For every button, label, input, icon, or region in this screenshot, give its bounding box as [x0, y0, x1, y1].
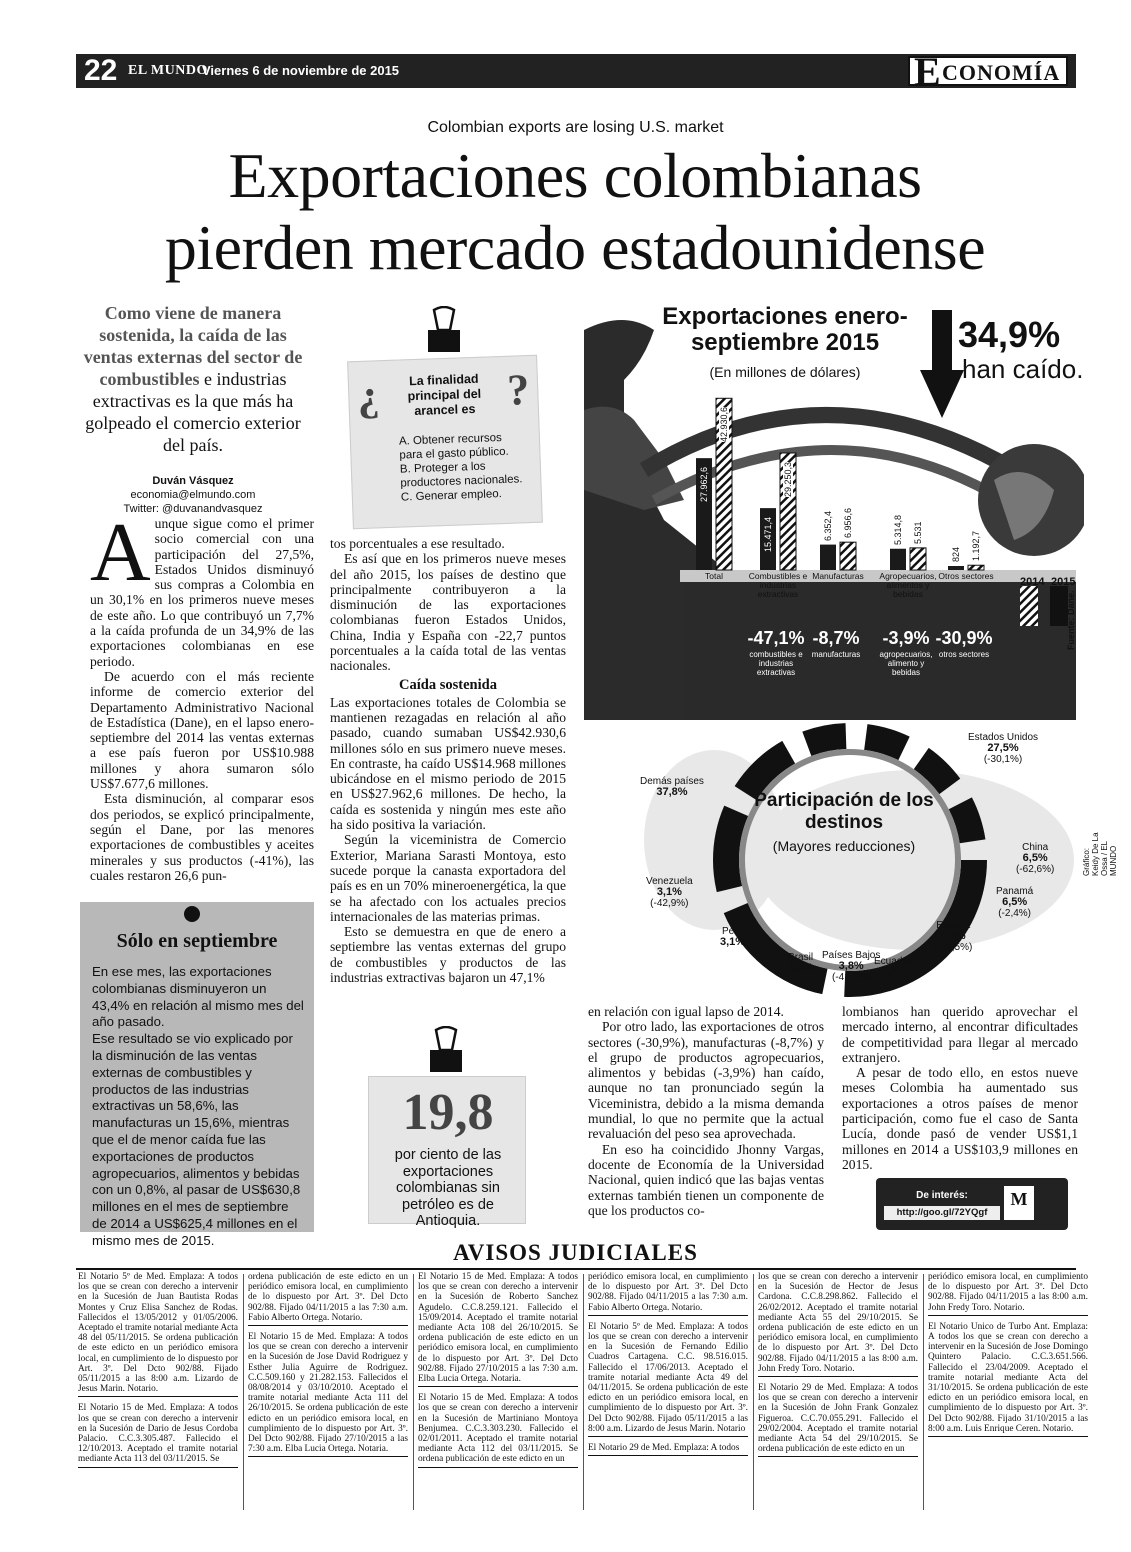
- headline-line-1: Exportaciones colombianas: [228, 140, 922, 211]
- bar-value-2014: 1.192,7: [971, 531, 981, 562]
- aviso-column: [758, 1272, 918, 1463]
- link-label: De interés:: [916, 1190, 968, 1201]
- bar-value-2015: 15.471,4: [763, 517, 773, 553]
- article-paragraph: Las exportaciones totales de Colombia se mantienen rezagadas en relación al año pasado, cuando sumaban US$42.930,6 millones sólo en sus primero nueve meses. En contraste, ha caído US$14.968 millones ubicándose en el mismo periodo de 2015 en US$27.962,6 millones. De hecho, la caída es sostenida y ningún mes este año ha sido positiva la variación.: [330, 694, 566, 833]
- page-number: 22: [84, 54, 118, 87]
- author-email[interactable]: economia@elmundo.com: [130, 489, 256, 501]
- article-column-2: [330, 536, 566, 985]
- bar-value-2015: 824: [951, 546, 961, 562]
- sidebar-paragraph: Ese resultado se vio explicado por la disminución de las ventas externas de combustibles y productos de las industrias extractivas un 58,6%, las manufacturas un 15,6%, mientras que el de menor caída fue las exportaciones de productos agropecuarios, alimentos y bebidas con un 0,8%, al pasar de US$630,8 millones en el mes de septiembre de 2014 a US$625,4 millones en el mismo mes de 2015.: [92, 1031, 301, 1248]
- infographic-title: Exportaciones enero-septiembre 2015: [662, 303, 908, 356]
- article-paragraph: Por otro lado, las exportaciones de otros sectores (-30,9%), manufacturas (-8,7%) y el grupo de productos agropecuarios, alimentos y bebidas (-3,9%) han caído, aunque no tan pronunciado según la Viceministra, debido a la misma demanda mundial, lo que no permite que la actual revaluación del peso sea aprovechada.: [588, 1019, 824, 1142]
- masthead: EL MUNDO: [128, 63, 208, 78]
- article-paragraph: tos porcentuales a ese resultado.: [330, 536, 505, 551]
- aviso-entry: El Notario 29 de Med. Emplaza: A todos: [588, 1443, 748, 1456]
- binder-clip-icon: [426, 306, 462, 354]
- variation-label: otros sectores: [938, 650, 990, 659]
- legend-2014: 2014: [1020, 576, 1045, 588]
- lede-bold: Como viene de manera sostenida, la caída de las ventas externas del sector de combustibles: [83, 303, 303, 389]
- legend-2015: 2015: [1051, 576, 1076, 588]
- destination-label: Países Bajos 3,8% (-41,1%): [822, 950, 881, 983]
- avisos-title: AVISOS JUDICIALES: [453, 1240, 698, 1265]
- bar-value-2014: 5.531: [913, 521, 923, 544]
- quiz-option-c: C. Generar empleo.: [400, 488, 503, 504]
- author-twitter[interactable]: Twitter: @duvanandvasquez: [123, 503, 263, 515]
- bar-2014: [910, 548, 926, 570]
- sidebar-paragraph: En ese mes, las exportaciones colombianas disminuyeron un 43,4% en relación al mismo mes del año pasado.: [92, 964, 304, 1030]
- sidebar-title: Sólo en septiembre: [116, 930, 278, 952]
- aviso-entry: El Notario Unico de Turbo Ant. Emplaza: A todos los que se crean con derecho a intervenir en la Sucesión de Jose Domingo Quintero Palacio. C.C.3.651.566. Fallecido el 23/04/2009. Aceptado el tramite notarial mediante Acta del 31/10/2015. Se ordena publicación de este edicto en un periódico emisora local, en cumplimiento de lo dispuesto por Art. 3º. Del Dcto 902/88. Fijado 31/10/2015 a las 8:00 a.m. Luis Enrique Ceren. Notario.: [928, 1322, 1088, 1437]
- stat-number: 19,8: [402, 1084, 494, 1141]
- lede: [80, 302, 306, 456]
- aviso-entry: El Notario 15 de Med. Emplaza: A todos los que se crean con derecho a intervenir en la Sucesión de Jose David Rodriguez y Esther Julia Aguirre de Rodriguez. C.C.509.160 y 21.282.153. Fallecidos el 08/08/2014 y 03/10/2010. Aceptado el tramite notarial mediante Acta 111 del 26/10/2015. Se ordena publicación de este edicto en un periódico emisora local, en cumplimiento de lo dispuesto por Art. 3º. Del Dcto 902/88. Fijado 27/10/2015 a las 7:30 a.m. Elba Lucia Ortega. Notaria.: [248, 1332, 408, 1457]
- article-paragraph: A pesar de todo ello, en estos nueve meses Colombia ha aumentado sus exportaciones a otros países de menor participación, como fue el caso de Santa Lucía, donde pasó de vender US$1,1 millones en 2014 a US$103,9 millones en 2015.: [842, 1065, 1078, 1172]
- subhead: Caída sostenida: [399, 676, 497, 693]
- stat-caption: por ciento de las exportaciones colombianas sin petróleo es de Antioquia.: [394, 1147, 502, 1229]
- category-label: Agropecuarios, alimentos y bebidas: [879, 571, 937, 599]
- quiz-option-b: B. Proteger a los productores nacionales.: [399, 460, 523, 490]
- link-box[interactable]: [876, 1178, 1068, 1230]
- headline: [70, 140, 1080, 284]
- issue-date: Viernes 6 de noviembre de 2015: [202, 63, 400, 78]
- stat-card: [368, 1076, 526, 1229]
- source-credit: Fuente: Dane.: [1066, 590, 1076, 650]
- sidebar-text: [92, 964, 306, 1250]
- aviso-column: [418, 1272, 578, 1474]
- participation-title: Participación de los destinos: [754, 790, 934, 833]
- bar-value-2015: 6.352,4: [823, 510, 833, 541]
- drop-cap: A: [90, 506, 151, 599]
- divider: [76, 1268, 1076, 1270]
- article-paragraph: Es así que en los primeros nueve meses del año 2015, los países de destino que principalmente contribuyeron a la disminución de las exportaciones colombianas fueron Estados Unidos, China, India y España con -22,7 puntos porcentuales a la caída total de las ventas nacionales.: [330, 551, 566, 674]
- quiz-card: [347, 355, 543, 530]
- bar-value-2014: 29.250,3: [783, 461, 793, 497]
- bar-2015: [890, 549, 906, 570]
- quiz-option-a: A. Obtener recursos para el gasto público.: [398, 432, 509, 462]
- article-column-3: [588, 1004, 824, 1218]
- column-divider: [243, 1274, 244, 1510]
- category-label: Combustibles e industrias extractivas: [748, 571, 808, 599]
- column-divider: [413, 1274, 414, 1510]
- article-column-4: [842, 1004, 1078, 1172]
- article-paragraph: en relación con igual lapso de 2014.: [588, 1004, 784, 1019]
- lede-rest: e industrias extractivas es la que más ha golpeado el comercio exterior del país.: [85, 369, 301, 455]
- author-name: Duván Vásquez: [152, 475, 234, 487]
- elmundo-logo: M: [1004, 1186, 1034, 1220]
- aviso-column: [928, 1272, 1088, 1443]
- destination-label: Perú 3,1%: [720, 926, 746, 948]
- category-label: Manufacturas: [812, 571, 864, 581]
- aviso-entry: periódico emisora local, en cumplimiento de lo dispuesto por Art. 3º. Del Dcto 902/88. Fijado 04/11/2015 a las 8:00 a.m. John Fredy Toro. Notario.: [928, 1272, 1088, 1316]
- article-paragraph: Esto se demuestra en que de enero a septiembre las ventas externas del grupo de combustibles y productos de las industrias extractivas bajaron un 47,1%: [330, 924, 566, 986]
- aviso-column: [588, 1272, 748, 1462]
- bar-value-2015: 5.314,8: [893, 514, 903, 545]
- question-mark-icon: ¿: [356, 370, 381, 421]
- aviso-column: [78, 1272, 238, 1474]
- quiz-options: [399, 430, 529, 504]
- bar-value-2014: 42.930,6: [719, 407, 729, 443]
- infographic-subtitle: (En millones de dólares): [709, 364, 861, 380]
- article-paragraph: Aunque sigue como el primer socio comercial con una participación del 27,5%, Estados Unidos disminuyó sus compras a Colombia en un 30,1% en los primeros nueve meses de este año. Lo que contribuyó un 7,7% a la caída profunda de un 34,9% de las exportaciones colombianas en ese periodo.: [90, 506, 314, 669]
- bar-value-2015: 27.962,6: [699, 467, 709, 503]
- destination-label: China 6,5% (-62,6%): [1016, 842, 1055, 875]
- category-label: Total: [705, 571, 723, 581]
- article-paragraph: Esta disminución, al comparar esos dos periodos, se explicó principalmente, según el Dane, por las menores exportaciones de combustibles y aceites minerales y sus productos (-41%), las cuales restaron 26,6 pun-: [90, 791, 314, 883]
- article-paragraph: lombianos han querido aprovechar el mercado interno, al encontrar dificultades de competitividad para llegar al mercado extranjero.: [842, 1004, 1078, 1065]
- variation-label: agropecuarios, alimento y bebidas: [879, 650, 933, 677]
- bar-2014: [840, 542, 856, 570]
- section-label: [908, 49, 1068, 94]
- variation-percentage: -30,9%: [935, 628, 993, 648]
- bar-2015: [948, 566, 964, 570]
- variation-label: combustibles e industrias extractivas: [749, 650, 803, 677]
- binder-clip-icon: [428, 1026, 464, 1074]
- destination-label: Panamá 6,5% (-2,4%): [996, 886, 1034, 919]
- legend-swatch-2014: [1020, 586, 1038, 626]
- page-header: [76, 49, 1076, 94]
- column-divider: [753, 1274, 754, 1510]
- destination-label: Estados Unidos 27,5% (-30,1%): [968, 732, 1039, 765]
- big-percentage: 34,9%: [958, 314, 1061, 355]
- sidebar-solo-septiembre: [80, 902, 314, 1248]
- variation-label: manufacturas: [811, 650, 861, 659]
- aviso-entry: ordena publicación de este edicto en un periódico emisora local, en cumplimiento de lo dispuesto por Art. 3º. Del Dcto 902/88. Fijado 04/11/2015 a las 7:30 a.m. Fabio Alberto Ortega. Notario.: [248, 1272, 408, 1326]
- aviso-entry: El Notario 5º de Med. Emplaza: A todos los que se crean con derecho a intervenir en la Sucesión de Juan Bautista Rodas Montes y Cruz Elisa Sanchez de Rodas. Fallecidos el 13/05/2012 y 01/05/2006. Aceptado el tramite notarial mediante Acta 48 del 05/11/2015. Se ordena publicación de este edicto en un periódico emisora local, en cumplimiento de lo dispuesto por Art. 3º. Del Dcto 902/88. Fijado 05/11/2015 a las 8:00 a.m. Lizardo de Jesus Marin. Notario.: [78, 1272, 238, 1397]
- bar-value-2014: 6.956,6: [843, 508, 853, 539]
- aviso-entry: los que se crean con derecho a intervenir en la Sucesión de Hector de Jesus Cardona. C.C.8.298.862. Fallecido el 26/02/2012. Aceptado el tramite notarial mediante Acta 55 del 29/10/2015. Se ordena publicación de este edicto en un periódico emisora local, en cumplimiento de lo dispuesto por Art. 3º. Del Dcto 902/88. Fijado 04/11/2015 a las 8:00 a.m. John Fredy Toro. Notario.: [758, 1272, 918, 1377]
- variation-percentage: -3,9%: [882, 628, 930, 648]
- column-divider: [583, 1274, 584, 1510]
- link-url[interactable]: http://goo.gl/72YQgf: [884, 1206, 1000, 1220]
- variation-percentage: -8,7%: [812, 628, 860, 648]
- aviso-entry: El Notario 5º de Med. Emplaza: A todos los que se crean con derecho a intervenir en la Sucesión de Fernando Edilio Cuadros Cartagena. C.C. 98.516.015. Fallecido el 17/06/2013. Aceptado el tramite notarial mediante Acta 49 del 04/11/2015. Se ordena publicación de este edicto en un periódico emisora local, en cumplimiento de lo dispuesto por Art. 3º. Del Dcto 902/88. Fijado 05/11/2015 a las 8:00 a.m. Lizardo de Jesus Marin. Notario: [588, 1322, 748, 1437]
- graphic-credit: Gráfico: Keidy De La Ossa / EL MUNDO: [1082, 832, 1118, 876]
- destination-label: Ecuador 3,9%: [874, 956, 912, 978]
- pin-icon: [184, 906, 200, 922]
- bar-2015: [820, 545, 836, 570]
- article-paragraph: En eso ha coincidido Jhonny Vargas, docente de Economía de la Universidad Nacional, quien indicó que las bajas ventas externas también tienen un componente de que los productos co-: [588, 1141, 824, 1218]
- bar-2014: [968, 565, 984, 570]
- destination-label: Venezuela 3,1% (-42,9%): [646, 876, 693, 909]
- kicker: Colombian exports are losing U.S. market: [427, 119, 724, 136]
- aviso-column: [248, 1272, 408, 1463]
- aviso-entry: El Notario 15 de Med. Emplaza: A todos los que se crean con derecho a intervenir en la Sucesión de Dario de Jesus Cordoba Palacio. C.C.3.305.487. Fallecido el 12/10/2013. Aceptado el tramite notarial mediante Acta 113 del 03/11/2015. Se: [78, 1403, 238, 1467]
- aviso-entry: El Notario 15 de Med. Emplaza: A todos los que se crean con derecho a intervenir en la Sucesión de Martiniano Montoya Benjumea. C.C.3.303.230. Fallecido el 02/01/2011. Aceptado el tramite notarial mediante Acta 112 del 03/11/2015. Se ordena publicación de este edicto en un: [418, 1393, 578, 1467]
- destination-label: Brasil 3,3%: [788, 952, 814, 974]
- article-paragraph: De acuerdo con el más reciente informe de comercio exterior del Departamento Administrativo Nacional de Estadística (Dane), en el lapso enero-septiembre del 2014 las ventas externas a ese país fueron por US$10.988 millones y ahora sumaron sólo US$7.677,6 millones.: [90, 668, 314, 792]
- destination-label: España 4,5% (-53,5%): [934, 920, 973, 953]
- category-label: Otros sectores: [938, 571, 994, 581]
- question-mark-icon: ?: [506, 365, 531, 415]
- variation-percentage: -47,1%: [747, 628, 805, 648]
- column-divider: [923, 1274, 924, 1510]
- article-paragraph: Según la viceministra de Comercio Exterior, Mariana Sarasti Montoya, esto sucede porque la canasta exportadora del país es en un 70% mineroenergética, la que se ha afectado con los actuales precios internacionales de las materias primas.: [330, 832, 566, 924]
- participation-subtitle: (Mayores reducciones): [772, 838, 916, 854]
- section-initial: E: [914, 49, 941, 94]
- aviso-entry: El Notario 15 de Med. Emplaza: A todos los que se crean con derecho a intervenir en la Sucesión de Roberto Sanchez Agudelo. C.C.8.259.121. Fallecido el 15/09/2014. Aceptado el tramite notarial mediante Acta 108 del 26/10/2015. Se ordena publicación de este edicto en un periódico emisora local, en cumplimiento de lo dispuesto por Art. 3º. Del Dcto 902/88. Fijado 27/10/2015 a las 7:30 a.m. Elba Lucia Ortega. Notaria.: [418, 1272, 578, 1387]
- destination-label: Demás países 37,8%: [640, 776, 704, 798]
- aviso-entry: El Notario 29 de Med. Emplaza: A todos los que se crean con derecho a intervenir en la Sucesión de John Frank Gonzalez Figueroa. C.C.70.055.291. Fallecido el 29/02/2004. Aceptado el tramite notarial mediante Acta 54 del 29/10/2015. Se ordena publicación de este edicto en un: [758, 1383, 918, 1457]
- headline-line-2: pierden mercado estadounidense: [164, 212, 986, 283]
- big-percentage-label: han caído.: [962, 354, 1084, 384]
- quiz-title: La finalidad principal del arancel es: [407, 371, 482, 419]
- section-name: CONOMÍA: [942, 60, 1061, 85]
- aviso-entry: periódico emisora local, en cumplimiento de lo dispuesto por Art. 3º. Del Dcto 902/88. Fijado 04/11/2015 a las 7:30 a.m. Fabio Alberto Ortega. Notario.: [588, 1272, 748, 1316]
